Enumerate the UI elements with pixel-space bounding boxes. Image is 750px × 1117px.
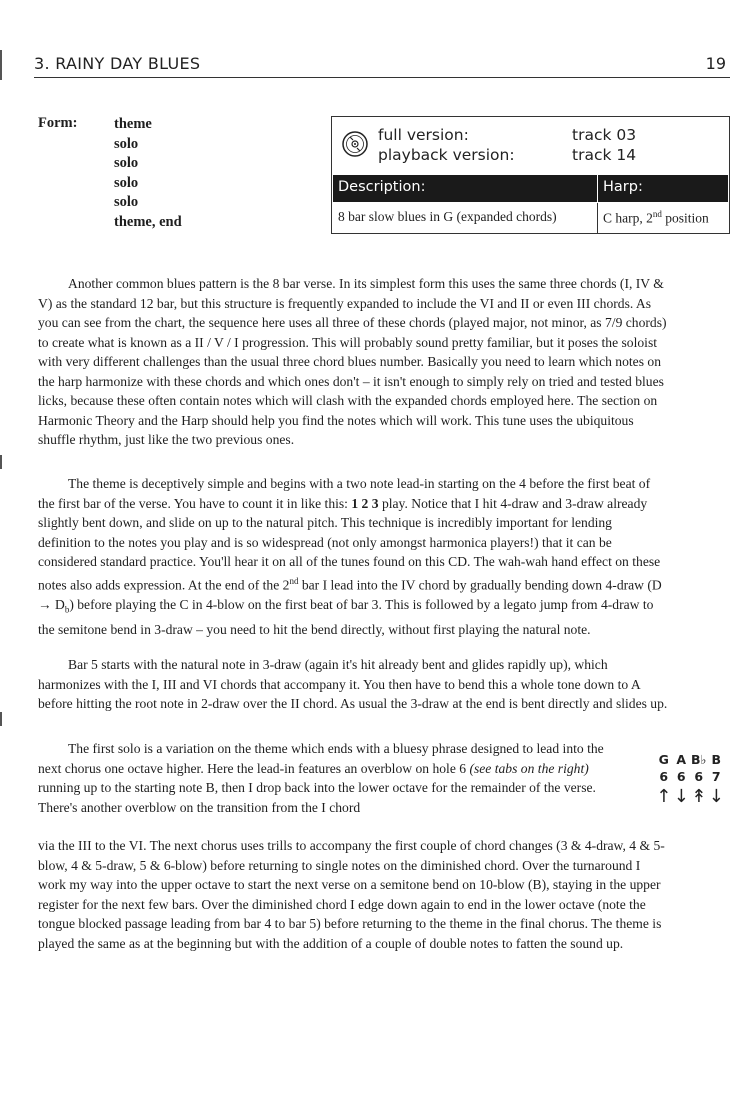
playback-version-label: playback version:	[378, 146, 515, 164]
text-run: ) before playing the C in 4-blow on the first beat of bar 3. This is followed by a legato jump from 4-draw to the semitone bend in 3-draw – you need to hit the bend directly, without first playing the natural note.	[38, 596, 654, 637]
paragraph-bar5	[38, 655, 668, 714]
page-number: 19	[705, 54, 726, 73]
column-divider	[597, 203, 598, 233]
count-in-sequence: 1 2 3	[351, 495, 379, 511]
form-item: solo	[114, 155, 139, 171]
tab-notes-row	[655, 752, 725, 767]
tab-note: A	[676, 752, 687, 767]
draw-arrow-icon: ↓	[708, 786, 724, 807]
paragraph-solo-continued	[38, 836, 668, 953]
form-item: theme	[114, 116, 152, 132]
description-row	[333, 203, 728, 233]
track-info-box	[331, 116, 730, 234]
form-item: solo	[114, 174, 139, 191]
tab-hole: 6	[659, 769, 669, 784]
page-header	[34, 54, 730, 76]
paragraph-text: via the III to the VI. The next chorus uses trills to accompany the first couple of chord changes (3 & 4-draw, 4 & 5-blow, 4 & 5-draw, 5 & 6-blow) before returning to single notes on the diminished chord. Over the turnaround I work my way into the upper octave to start the next verse on a semitone bend on 10-blow (B), staying in the upper register for the next few bars. Over the diminished chord I edge down again to end in the lower octave (note the tongue blocked passage leading from bar 4 to bar 5) before returning to the theme in the final chorus. The theme is played the same as at the beginning but with the addition of a couple of double notes to fatten the sound up.	[38, 838, 665, 951]
full-version-label: full version:	[378, 126, 469, 144]
description-header: Description:	[338, 179, 426, 195]
paragraph-solo	[38, 739, 623, 817]
page-edge-mark	[0, 712, 2, 726]
paragraph-text: Bar 5 starts with the natural note in 3-draw (again it's hit already bent and glides rapidly up), which harmonizes with the I, III and VI chords that accompany it. You then have to bend this a whole tone down to A before hitting the root note in 2-draw over the II chord. As usual the 3-draw at the end is bent directly and slides up.	[38, 657, 668, 711]
paragraph-text	[38, 474, 668, 639]
harp-value-suffix: position	[661, 210, 709, 226]
tab-holes-row	[655, 769, 725, 784]
paragraph-text	[38, 739, 623, 817]
overblow-arrow-icon: ↟	[691, 786, 707, 807]
tab-hole: 6	[694, 769, 704, 784]
tab-arrows-row	[655, 786, 725, 807]
harmonica-tab	[655, 752, 730, 818]
text-run: running up to the starting note B, then I drop back into the lower octave for the remainder of the verse. There's another overblow on the transition from the I chord	[38, 780, 596, 815]
chapter-title: 3. RAINY DAY BLUES	[34, 54, 201, 73]
ordinal-suffix: nd	[289, 575, 299, 586]
tab-note: B♭	[691, 752, 707, 767]
form-item: solo	[114, 194, 139, 210]
cd-icon	[342, 131, 368, 157]
playback-version-track: track 14	[572, 146, 637, 164]
paragraph-theme	[38, 474, 668, 639]
tab-hole: 6	[676, 769, 686, 784]
header-rule	[34, 77, 730, 78]
text-run: bar I lead into the IV chord by gradually bending down 4-draw (D → D	[38, 577, 662, 612]
form-item: theme, end	[114, 213, 182, 230]
paragraph-intro	[38, 274, 668, 450]
harp-header: Harp:	[603, 179, 643, 195]
description-header-row	[333, 175, 728, 202]
tab-hole: 7	[711, 769, 721, 784]
form-list	[114, 115, 182, 232]
draw-arrow-icon: ↓	[673, 786, 689, 807]
tab-reference-note: (see tabs on the right)	[469, 760, 589, 776]
tab-note: G	[658, 752, 669, 767]
harp-value-sup: nd	[652, 209, 662, 219]
form-item: solo	[114, 135, 139, 152]
text-run: The first solo is a variation on the theme which ends with a bluesy phrase designed to lead into the next chorus one octave higher. Here the lead-in features an overblow on hole 6	[38, 741, 604, 776]
paragraph-text: Another common blues pattern is the 8 bar verse. In its simplest form this uses the same three chords (I, IV & V) as the standard 12 bar, but this structure is frequently expanded to include the VI and II or even III chords. As you can see from the chart, the sequence here uses all three of these chords (played major, not minor, as 7/9 chords) to create what is known as a II / V / I progression. This will probably sound pretty familiar, but it poses the soloist with very different challenges than the usual three chord blues number. Basically you need to learn which notes on the harp harmonize with these chords and which ones don't – it isn't enough to simply rely on tried and tested blues licks, because these often contain notes which will clash with the expanded chords employed here. The section on Harmonic Theory and the Harp should help you find the notes which will work. This tune uses the ubiquitous shuffle rhythm, just like the two previous ones.	[38, 276, 667, 447]
flat-subscript: b	[64, 604, 70, 615]
description-value: 8 bar slow blues in G (expanded chords)	[338, 209, 557, 224]
page-edge-mark	[0, 50, 2, 80]
blow-arrow-icon: ↑	[656, 786, 672, 807]
full-version-track: track 03	[572, 126, 637, 144]
column-divider	[597, 175, 598, 202]
page-edge-mark	[0, 455, 2, 469]
harp-value	[603, 209, 709, 227]
harp-value-prefix: C harp, 2	[603, 210, 653, 226]
text-run: The theme is deceptively simple and begins with a two note lead-in starting on the 4 before the first beat of the first bar of the verse. You have to count it in like this:	[38, 476, 651, 511]
text-run: play. Notice that I hit 4-draw and 3-draw already slightly bent down, and slide on up to the natural pitch. This technique is incredibly important for lending definition to the notes you play and is so widespread (not only amongst harmonica players!) that it can be considered standard practice. You'll hear it on all of the tunes found on this CD. The wah-wah hand effect on these notes also adds expression. At the end of the 2	[38, 495, 661, 593]
tab-note: B	[711, 752, 722, 767]
form-label: Form:	[38, 115, 78, 131]
